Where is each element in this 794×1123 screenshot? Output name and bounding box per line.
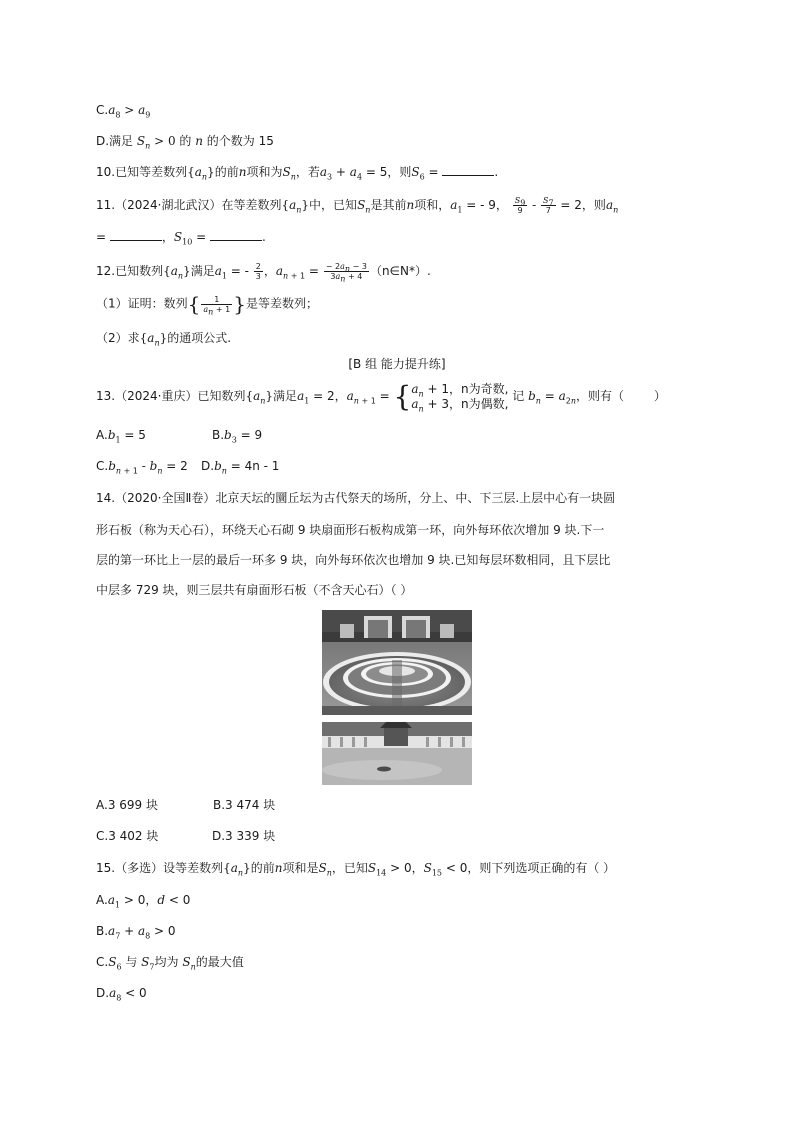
question-13: 13.（2024·重庆）已知数列$\{a_n\}$满足$a_1 = 2$，$a_{n + 1}$ = { $a_n + 1$，n为奇数, $a_n + 3$，n为偶数, 记 $b_n = a_{2n}$，则有（ ）	[96, 379, 667, 413]
option-d[interactable]: D.3 339 块	[212, 829, 276, 843]
question-11-line-2: = ，$S_{10}$ = .	[96, 230, 266, 247]
question-15-option-d[interactable]: $D.a_8 < 0$	[96, 986, 147, 1003]
option-c[interactable]: C.3 402 块	[96, 829, 159, 843]
option-c[interactable]: $C.b_{n + 1} - b_n = 2$	[96, 459, 188, 476]
option-label: D.满足	[96, 134, 137, 148]
answer-blank[interactable]	[110, 229, 162, 241]
question-15-option-a[interactable]: $A.a_1 > 0$，d < 0	[96, 893, 191, 910]
fraction: $\frac{S_7}{7}$	[543, 196, 554, 215]
answer-blank[interactable]	[210, 229, 262, 241]
question-14-options-ab	[96, 797, 276, 813]
question-14-line-4: 中层多 729 块，则三层共有扇面形石板（不含天心石）（ ）	[96, 583, 413, 597]
fraction: $\frac{2}{3}$	[255, 262, 261, 281]
fraction: $\frac{S_9}{9}$	[514, 196, 526, 215]
question-12-part-2: （2）求$\{a_n\}$的通项公式.	[96, 331, 232, 348]
question-15-option-b[interactable]: $B.a_7 + a_8 > 0$	[96, 924, 176, 941]
fraction: $\frac{1}{a_n + 1}$	[203, 294, 231, 317]
q9-option-c: $C.a_8 > a_9$	[96, 103, 151, 120]
option-b[interactable]: $B.b_3 = 9$	[212, 428, 263, 445]
question-10: 10.已知等差数列$\{a_n\}$的前n项和为$S_n$，若$a_3 + a_4 = 5$，则$S_6$ = .	[96, 165, 499, 182]
question-14-options-cd	[96, 828, 276, 844]
question-11: 11.（2024·湖北武汉）在等差数列$\{a_n\}$中，已知$S_n$是其前n项和，$a_1$ = - 9， $\frac{S_9}{9}$ - $\frac{S_7}{7}$ = 2，则$a_n$	[96, 196, 619, 215]
altar-aerial-photo	[322, 610, 472, 715]
option-b[interactable]: B.3 474 块	[213, 798, 276, 812]
section-heading: [B 组 能力提升练]	[348, 357, 446, 371]
answer-blank[interactable]	[442, 164, 494, 176]
question-13-options-ab	[96, 427, 263, 445]
question-14-line-1: 14.（2020·全国Ⅱ卷）北京天坛的圜丘坛为古代祭天的场所，分上、中、下三层.上层中心有一块圆	[96, 491, 616, 505]
question-14-line-3: 层的第一环比上一层的最后一环多 9 块，向外每环依次也增加 9 块.已知每层环数相同，且下层比	[96, 553, 611, 567]
question-13-options-cd	[96, 458, 280, 476]
question-14-line-2: 形石板（称为天心石），环绕天心石砌 9 块扇面形石板构成第一环，向外每环依次增加 9 块.下一	[96, 523, 605, 537]
altar-center-photo	[322, 722, 472, 785]
option-a[interactable]: $A.b_1 = 5$	[96, 428, 146, 445]
option-label: C.	[96, 103, 109, 117]
question-15-option-c[interactable]: $C.S_6$ 与 $S_7$均为 $S_n$的最大值	[96, 955, 244, 972]
option-a[interactable]: A.3 699 块	[96, 798, 158, 812]
question-12-part-1: （1）证明：数列{ $\frac{1}{a_n + 1}$ }是等差数列；	[96, 292, 318, 317]
fraction: $\frac{- 2a_n - 3}{3a_n + 4}$	[325, 262, 367, 284]
question-12: 12.已知数列$\{a_n\}$满足$a_1$ = - $\frac{2}{3}$ ，$a_{n + 1}$ = $\frac{- 2a_n - 3}{3a_n + 4}$ （n∈N*）.	[96, 262, 431, 284]
q9-option-d: D.满足 $S_n > 0$ 的 n 的个数为 15	[96, 134, 274, 151]
option-d[interactable]: $D.b_n = 4n - 1$	[201, 459, 280, 476]
question-15: 15.（多选）设等差数列$\{a_n\}$的前n项和是$S_n$，已知$S_{14} > 0$，$S_{15} < 0$，则下列选项正确的有（ ）	[96, 861, 616, 878]
